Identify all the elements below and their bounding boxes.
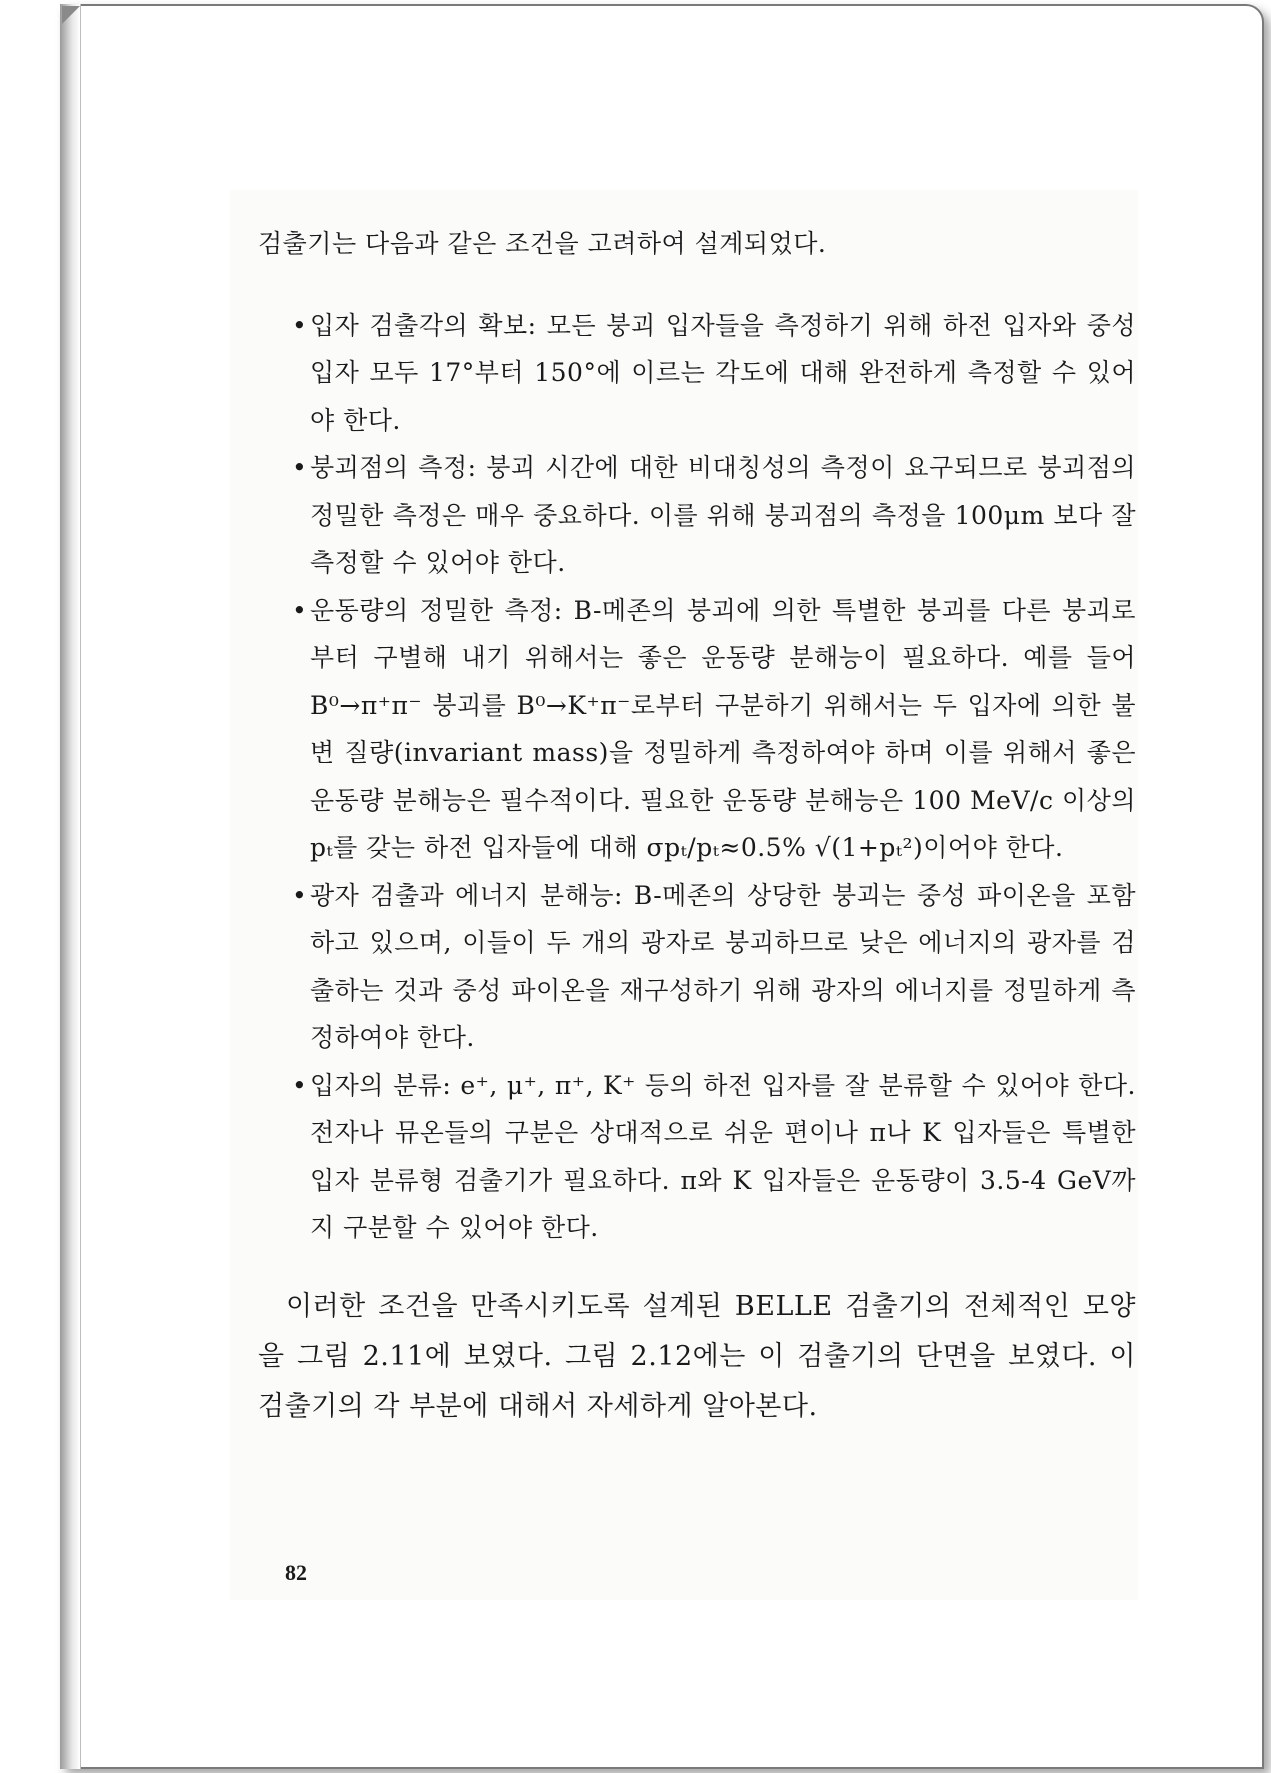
summary-paragraph: 이러한 조건을 만족시키도록 설계된 BELLE 검출기의 전체적인 모양을 그림 2.11에 보였다. 그림 2.12에는 이 검출기의 단면을 보였다. 이 검출기의 각 부분에 대해서 자세하게 알아본다.: [258, 1290, 1136, 1422]
list-item: [258, 587, 1136, 872]
intro-paragraph: 검출기는 다음과 같은 조건을 고려하여 설계되었다.: [258, 229, 827, 258]
bullet-icon: •: [292, 453, 308, 482]
condition-text: 운동량의 정밀한 측정: B-메존의 붕괴에 의한 특별한 붕괴를 다른 붕괴로부터 구별해 내기 위해서는 좋은 운동량 분해능이 필요하다. 예를 들어 B⁰→π⁺π⁻ 붕괴를 B⁰→K⁺π⁻로부터 구분하기 위해서는 두 입자에 의한 불변 질량(invariant mass)을 정밀하게 측정하여야 하며 이를 위해서 좋은 운동량 분해능은 필수적이다. 필요한 운동량 분해능은 100 MeV/c 이상의 pₜ를 갖는 하전 입자들에 대해 σpₜ/pₜ≈0.5% √(1+pₜ²)이어야 한다.: [310, 595, 1136, 862]
condition-text: 광자 검출과 에너지 분해능: B-메존의 상당한 붕괴는 중성 파이온을 포함하고 있으며, 이들이 두 개의 광자로 붕괴하므로 낮은 에너지의 광자를 검출하는 것과 중성 파이온을 재구성하기 위해 광자의 에너지를 정밀하게 측정하여야 한다.: [310, 880, 1136, 1052]
page-number: 82: [285, 1560, 307, 1585]
list-item: [258, 302, 1136, 445]
page-content: [258, 220, 1136, 1459]
condition-text: 붕괴점의 측정: 붕괴 시간에 대한 비대칭성의 측정이 요구되므로 붕괴점의 정밀한 측정은 매우 중요하다. 이를 위해 붕괴점의 측정을 100μm 보다 잘 측정할 수 있어야 한다.: [310, 453, 1136, 577]
list-item: [258, 444, 1136, 587]
bullet-icon: •: [292, 880, 308, 910]
book-spine: [60, 4, 81, 1769]
condition-text: 입자 검출각의 확보: 모든 붕괴 입자들을 측정하기 위해 하전 입자와 중성 입자 모두 17°부터 150°에 이르는 각도에 대해 완전하게 측정할 수 있어야 한다.: [310, 310, 1136, 435]
bullet-icon: •: [292, 595, 308, 625]
list-item: [258, 872, 1136, 1062]
conditions-list: [258, 302, 1136, 1252]
bullet-icon: •: [292, 1070, 308, 1100]
list-item: [258, 1062, 1136, 1252]
bullet-icon: •: [292, 310, 308, 340]
condition-text: 입자의 분류: e⁺, μ⁺, π⁺, K⁺ 등의 하전 입자를 잘 분류할 수 있어야 한다. 전자나 뮤온들의 구분은 상대적으로 쉬운 편이나 π나 K 입자들은 특별한 입자 분류형 검출기가 필요하다. π와 K 입자들은 운동량이 3.5-4 GeV까지 구분할 수 있어야 한다.: [310, 1070, 1136, 1242]
page-corner-fold: [62, 6, 80, 24]
